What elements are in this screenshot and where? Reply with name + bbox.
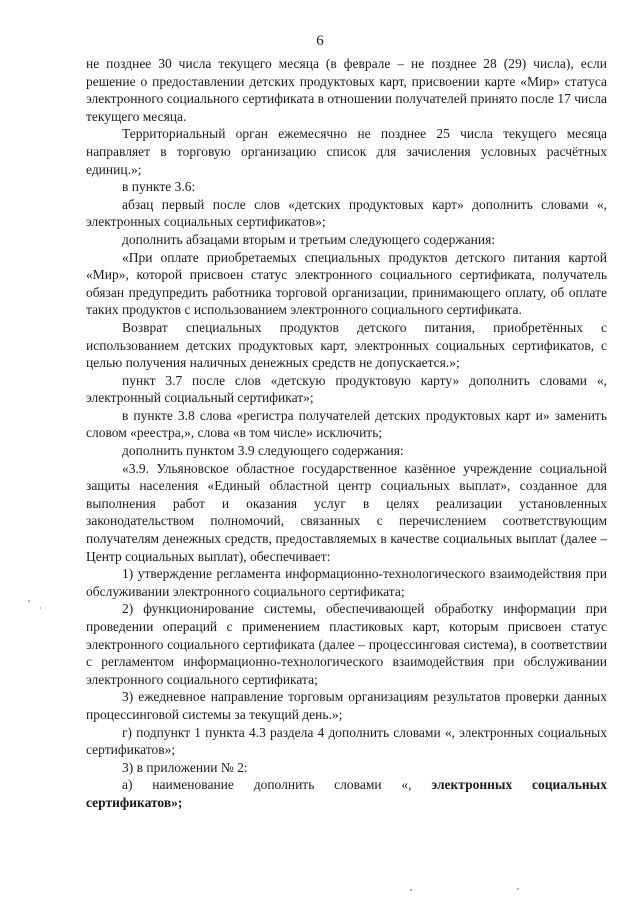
paragraph: 3) ежедневное направление торговым организациям результатов проверки данных процессинговой системы за текущий день.»; [86,689,607,722]
paragraph: дополнить абзацами вторым и третьим следующего содержания: [122,231,496,247]
paragraph [86,776,607,811]
scan-speck [40,607,41,609]
paragraph: 1) утверждение регламента информационно-технологического взаимодействия при обслуживании электронного социального сертификата; [86,566,607,599]
paragraph: абзац первый после слов «детских продуктовых карт» дополнить словами «, электронных социальных сертификатов»; [86,196,607,230]
bold-text: электронных социальных сертификатов»; [86,777,607,810]
paragraph: дополнить пунктом 3.9 следующего содержания: [122,443,404,459]
page-number: 6 [316,33,324,49]
paragraph: «При оплате приобретаемых специальных продуктов детского питания картой «Мир», которой присвоен статус электронного социального сертификата, получатель обязан предупредить работника торговой организации, принимающего оплату, об оплате таких продуктов с использованием электронного социального сертификата. [86,249,607,318]
scan-speck [517,888,519,890]
paragraph: пункт 3.7 после слов «детскую продуктовую карту» дополнить словами «, электронный социальный сертификат»; [86,372,607,406]
paragraph: 2) функционирование системы, обеспечивающей обработку информации при проведении операций с применением пластиковых карт, которым присвоен статус электронного социального сертификата (далее – процессинговая система), в соответствии с регламентом информационно-технологического взаимодействия при обслуживании электронного социального сертификата; [86,601,607,687]
scan-speck [410,889,412,891]
paragraph: в пункте 3.8 слова «регистра получателей детских продуктовых карт и» заменить словом «реестра,», слова «в том числе» исключить; [86,407,607,441]
paragraph: 3) в приложении № 2: [122,759,248,775]
paragraph: г) подпункт 1 пункта 4.3 раздела 4 дополнить словами «, электронных социальных сертификатов»; [86,724,607,758]
paragraph: «3.9. Ульяновское областное государственное казённое учреждение социальной защиты населения «Единый областной центр социальных выплат», созданное для выполнения работ и оказания услуг в целях реализации установленных законодательством полномочий, связанных с перечислением соответствующим получателям денежных средств, предоставляемых в качестве социальных выплат (далее – Центр социальных выплат), обеспечивает: [86,460,607,564]
document-body [86,55,607,812]
paragraph-text: а) наименование дополнить словами «, [122,777,432,793]
paragraph: Возврат специальных продуктов детского питания, приобретённых с использованием детских продуктовых карт, электронных социальных сертификатов, с целью получения наличных денежных средств не допускается.»; [86,319,607,371]
paragraph: в пункте 3.6: [122,179,196,195]
scan-speck [28,600,30,602]
paragraph: не позднее 30 числа текущего месяца (в феврале – не позднее 28 (29) числа), если решение о предоставлении детских продуктовых карт, присвоении карте «Мир» статуса электронного социального сертификата в отношении получателей принято после 17 числа текущего месяца. [86,56,607,124]
paragraph: Территориальный орган ежемесячно не позднее 25 числа текущего месяца направляет в торговую организацию список для зачисления условных расчётных единиц.»; [86,126,607,177]
